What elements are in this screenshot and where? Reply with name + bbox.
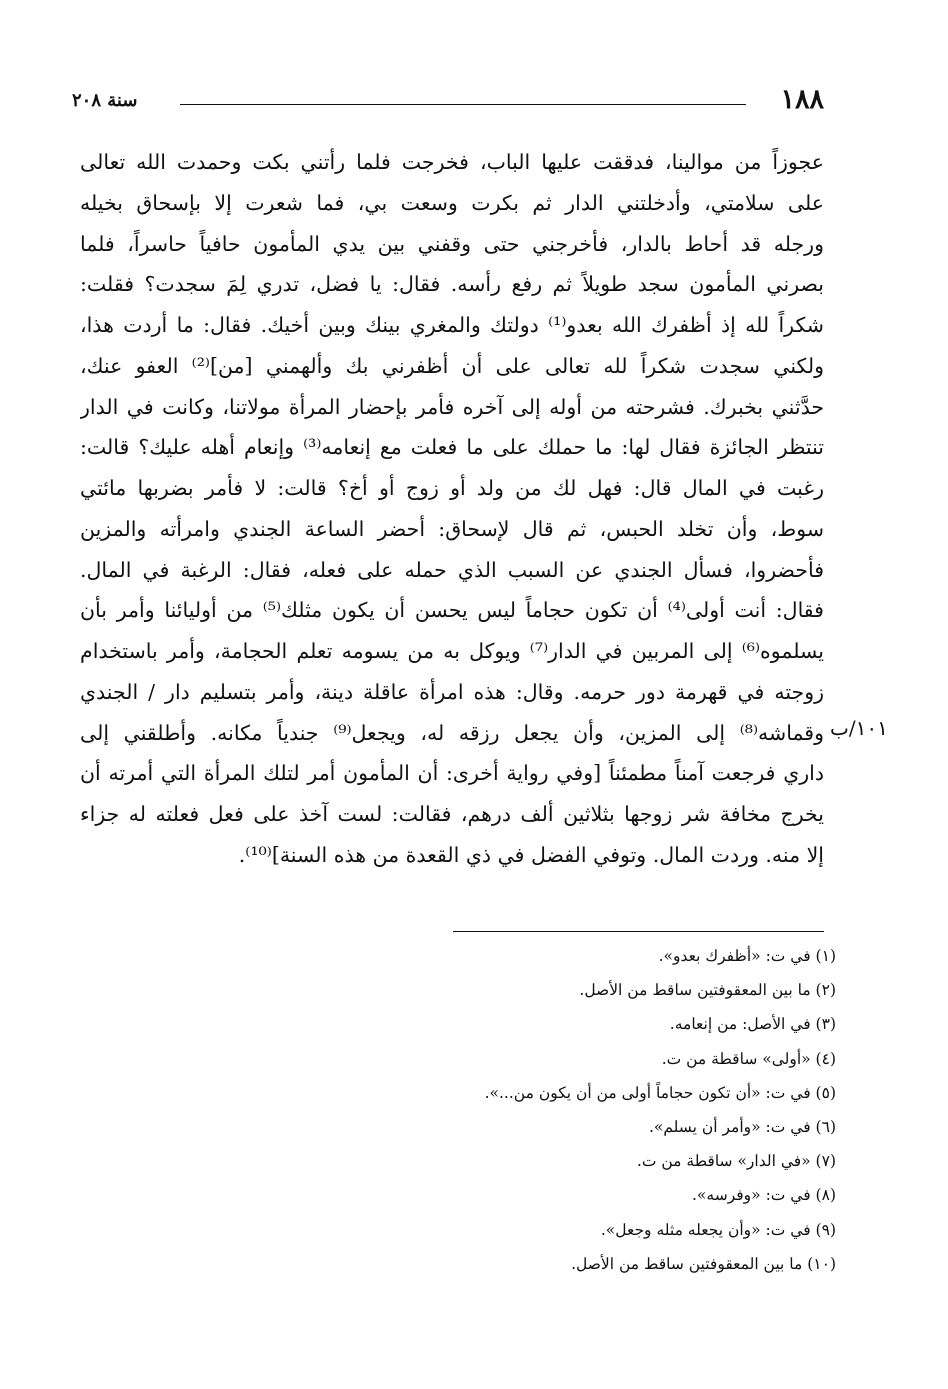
footnote: (٥) في ت: «أن تكون حجاماً أولى من أن يكون من...».	[484, 1083, 836, 1102]
page-header	[72, 82, 824, 122]
text-line: حدَّثني بخبرك. فشرحته من أوله إلى آخره فأمر بإحضار المرأة مولاتنا، وكانت في الدار	[80, 394, 824, 419]
text-line: داري فرجعت آمناً مطمئناً [وفي رواية أخرى: أن المأمون أمر لتلك المرأة التي أمرته أن	[80, 761, 824, 786]
text-line: زوجته في قهرمة دور حرمه. وقال: هذه امرأة عاقلة دينة، وأمر بتسليم دار / الجندي	[80, 679, 824, 704]
footnote: (١٠) ما بين المعقوفتين ساقط من الأصل.	[571, 1254, 836, 1273]
footnote: (٦) في ت: «وأمر أن يسلم».	[648, 1117, 836, 1136]
running-title: سنة ٢٠٨	[72, 90, 138, 111]
text-line-last: إلا منه. وردت المال. وتوفي الفضل في ذي القعدة من هذه السنة]⁽¹⁰⁾.	[238, 842, 824, 867]
text-line: تنتظر الجائزة فقال لها: ما حملك على ما فعلت مع إنعامه⁽³⁾ وإنعام أهله عليك؟ قالت:	[80, 435, 824, 460]
text-line: يسلموه⁽⁶⁾ إلى المربين في الدار⁽⁷⁾ ويوكل به من يسومه تعلم الحجامة، وأمر باستخدام	[80, 639, 824, 663]
text-line: شكراً لله إذ أظفرك الله بعدو⁽¹⁾ دولتك والمغري بينك وبين أخيك. فقال: ما أردت هذا،	[80, 313, 824, 337]
text-line: يخرج مخافة شر زوجها بثلاثين ألف درهم، فقالت: لست آخذ على فعل فعلته له جزاء	[80, 802, 824, 826]
text-line: فقال: أنت أولى⁽⁴⁾ أن تكون حجاماً ليس يحسن أن يكون مثلك⁽⁵⁾ من أوليائنا وأمر بأن	[80, 598, 824, 623]
text-line: ولكني سجدت شكراً لله تعالى على أن أظفرني بك وألهمني [من]⁽²⁾ العفو عنك،	[80, 353, 824, 378]
footnote: (١) في ت: «أظفرك بعدو».	[658, 947, 836, 965]
footnote: (٣) في الأصل: من إنعامه.	[669, 1015, 836, 1034]
text-line: على سلامتي، وأدخلتني الدار ثم بكرت وسعت بي، فما شعرت إلا بإسحاق بخيله	[80, 190, 824, 215]
text-line: عجوزاً من موالينا، فدققت عليها الباب، فخرجت فلما رأتني بكت وحمدت الله تعالى	[80, 150, 824, 174]
main-text	[80, 142, 824, 876]
text-line: ورجله قد أحاط بالدار، فأخرجني حتى وقفني بين يدي المأمون حافياً حاسراً، فلما	[80, 231, 824, 256]
footnote-separator	[453, 931, 824, 932]
footnote: (٢) ما بين المعقوفتين ساقط من الأصل.	[579, 981, 836, 1000]
text-line: بصرني المأمون سجد طويلاً ثم رفع رأسه. فقال: يا فضل، تدري لِمَ سجدت؟ فقلت:	[80, 272, 824, 297]
footnote: (٨) في ت: «وفرسه».	[692, 1186, 836, 1205]
text-line: فأحضروا، فسأل الجندي عن السبب الذي حمله على فعله، فقال: الرغبة في المال.	[80, 557, 824, 582]
page-number: ١٨٨	[780, 84, 824, 115]
footnote: (٧) «في الدار» ساقطة من ت.	[636, 1152, 836, 1171]
header-rule	[180, 104, 746, 105]
footnote: (٩) في ت: «وأن يجعله مثله وجعل».	[600, 1220, 836, 1239]
text-line: سوط، وأن تخلد الحبس، ثم قال لإسحاق: أحضر الساعة الجندي وامرأته والمزين	[80, 516, 824, 541]
manuscript-folio-note: ١٠١/ب	[830, 716, 888, 740]
footnotes	[300, 939, 836, 1281]
footnote: (٤) «أولى» ساقطة من ت.	[661, 1049, 836, 1068]
text-line: وقماشه⁽⁸⁾ إلى المزين، وأن يجعل رزقه له، ويجعل⁽⁹⁾ جندياً مكانه. وأطلقني إلى	[80, 720, 824, 745]
text-line: رغبت في المال قال: فهل لك من ولد أو زوج أو أخ؟ قالت: لا فأمر بضربها مائتي	[80, 476, 824, 500]
